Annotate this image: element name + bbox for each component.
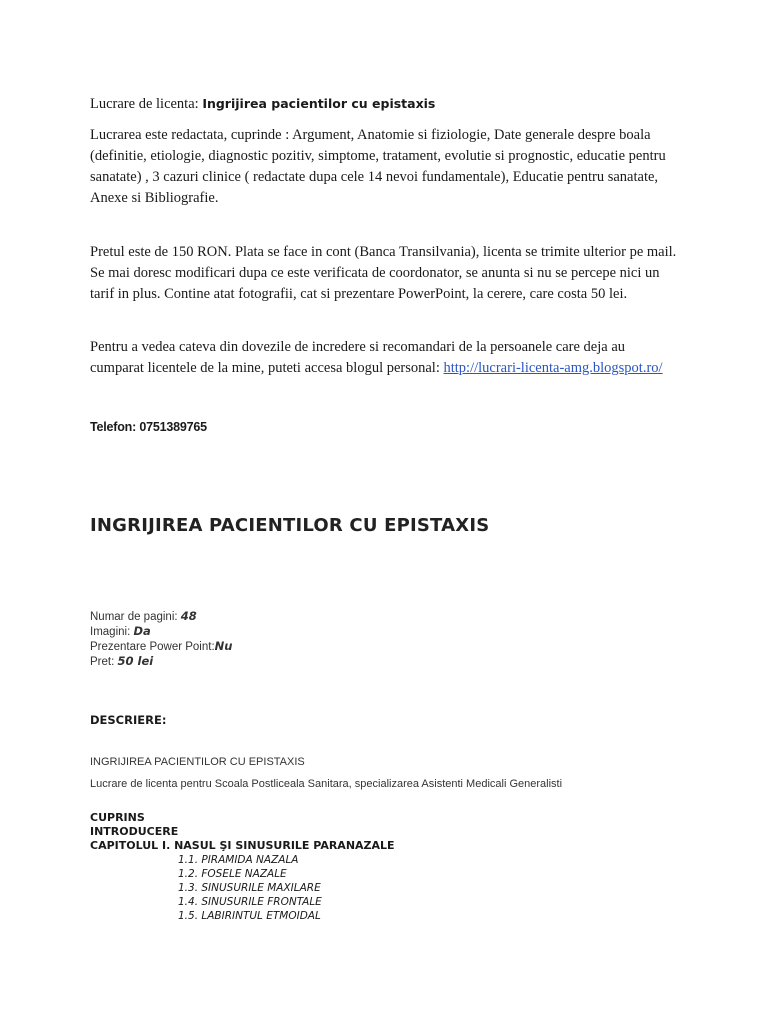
- toc-item: 1.3. SINUSURILE MAXILARE: [178, 882, 321, 894]
- meta-ppt-value: Nu: [214, 639, 233, 653]
- meta-block: [90, 609, 680, 669]
- toc-item: 1.1. PIRAMIDA NAZALA: [178, 854, 299, 866]
- toc-item: 1.4. SINUSURILE FRONTALE: [178, 896, 322, 908]
- table-of-contents: [90, 811, 680, 923]
- recommend-text: Pentru a vedea cateva din dovezile de incredere si recomandari de la persoanele care deja au cumparat licentele de la mine, puteti accesa blogul personal:: [90, 339, 625, 376]
- intro-label: Lucrare de licenta:: [90, 96, 199, 112]
- toc-introducere: INTRODUCERE: [90, 825, 179, 838]
- main-heading: INGRIJIREA PACIENTILOR CU EPISTAXIS: [90, 515, 490, 536]
- blog-link[interactable]: http://lucrari-licenta-amg.blogspot.ro/: [443, 360, 663, 376]
- meta-pages-value: 48: [180, 609, 197, 623]
- intro-line: [90, 93, 680, 115]
- meta-pages-row: [90, 609, 680, 624]
- meta-ppt-row: [90, 639, 680, 654]
- phone-number: Telefon: 0751389765: [90, 420, 207, 434]
- meta-price-row: [90, 654, 680, 669]
- descriere-heading: DESCRIERE:: [90, 713, 167, 727]
- meta-images-row: [90, 624, 680, 639]
- meta-ppt-label: Prezentare Power Point:: [90, 641, 215, 653]
- description-paragraph: Lucrarea este redactata, cuprinde : Argument, Anatomie si fiziologie, Date generale despre boala (definitie, etiologie, diagnostic pozitiv, simptome, tratament, evolutie si prognostic, educatie pentru sanatate) , 3 cazuri clinice ( redactate dupa cele 14 nevoi fundamentale), Educatie pentru sanatate, Anexe si Bibliografie.: [90, 127, 666, 206]
- meta-pages-label: Numar de pagini:: [90, 611, 178, 623]
- description-title: INGRIJIREA PACIENTILOR CU EPISTAXIS: [90, 756, 305, 768]
- meta-price-label: Pret:: [90, 656, 115, 668]
- intro-title: Ingrijirea pacientilor cu epistaxis: [202, 96, 436, 111]
- toc-cuprins: CUPRINS: [90, 811, 145, 824]
- toc-chapter-1: CAPITOLUL I. NASUL ŞI SINUSURILE PARANAZALE: [90, 839, 395, 852]
- meta-images-value: Da: [133, 624, 151, 638]
- recommend-paragraph: [90, 337, 680, 379]
- meta-price-value: 50 lei: [117, 654, 154, 668]
- price-paragraph: Pretul este de 150 RON. Plata se face in cont (Banca Transilvania), licenta se trimite ulterior pe mail. Se mai doresc modificari dupa ce este verificata de coordonator, se anunta si nu se percepe nici un tarif in plus. Contine atat fotografii, cat si prezentare PowerPoint, la cerere, care costa 50 lei.: [90, 244, 677, 302]
- toc-item: 1.5. LABIRINTUL ETMOIDAL: [178, 910, 321, 922]
- meta-images-label: Imagini:: [90, 626, 131, 638]
- description-subtitle: Lucrare de licenta pentru Scoala Postliceala Sanitara, specializarea Asistenti Medicali Generalisti: [90, 778, 563, 790]
- toc-item: 1.2. FOSELE NAZALE: [178, 868, 287, 880]
